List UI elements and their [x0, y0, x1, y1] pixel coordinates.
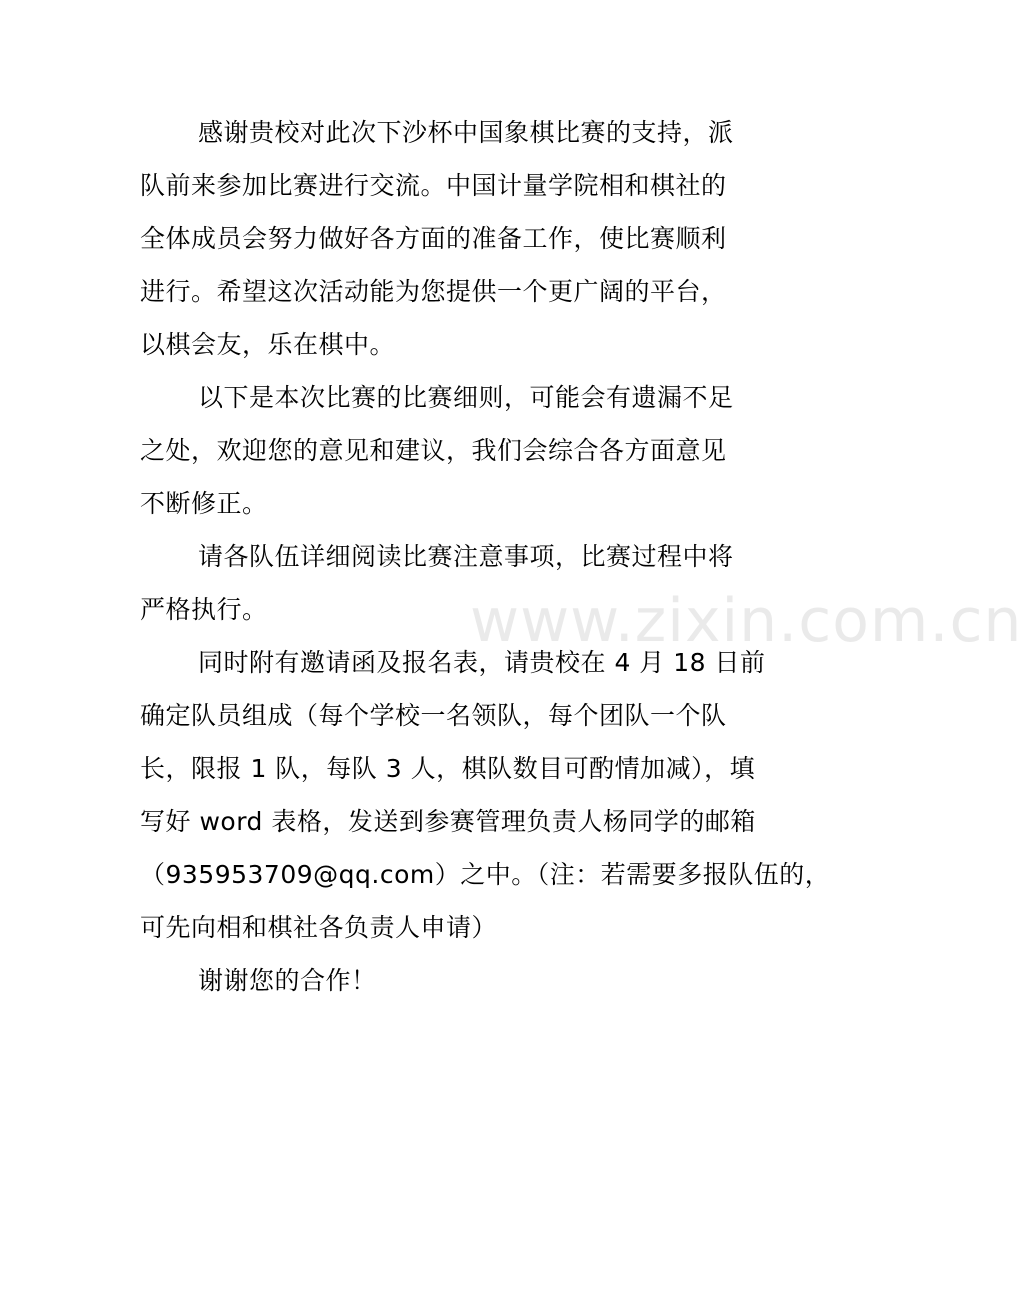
text-line: 以下是本次比赛的比赛细则，可能会有遗漏不足 — [198, 383, 734, 412]
text-line: 不断修正。 — [140, 489, 268, 518]
text-line: 可先向相和棋社各负责人申请） — [140, 913, 498, 942]
text-line: 进行。希望这次活动能为您提供一个更广阔的平台， — [140, 277, 727, 306]
text-line: （935953709@qq.com）之中。（注：若需要多报队伍的， — [140, 860, 831, 889]
paragraph-closing — [140, 954, 785, 1007]
text-line: 全体成员会努力做好各方面的准备工作，使比赛顺利 — [140, 224, 727, 253]
paragraph-registration — [140, 636, 831, 954]
text-line: 长，限报 1 队，每队 3 人，棋队数目可酌情加减），填 — [140, 754, 756, 783]
text-line: 请各队伍详细阅读比赛注意事项，比赛过程中将 — [198, 542, 734, 571]
text-line: 队前来参加比赛进行交流。中国计量学院相和棋社的 — [140, 171, 727, 200]
paragraph-rules-intro — [140, 371, 785, 530]
watermark: www.zixin.com.cn — [470, 586, 1022, 656]
text-line: 同时附有邀请函及报名表，请贵校在 4 月 18 日前 — [198, 648, 766, 677]
paragraph-thanks — [140, 106, 785, 371]
text-line: 严格执行。 — [140, 595, 268, 624]
text-line: 之处，欢迎您的意见和建议，我们会综合各方面意见 — [140, 436, 727, 465]
text-line: 写好 word 表格，发送到参赛管理负责人杨同学的邮箱 — [140, 807, 756, 836]
paragraph-notice — [140, 530, 785, 636]
letter-body — [140, 106, 831, 1007]
text-line: 感谢贵校对此次下沙杯中国象棋比赛的支持，派 — [198, 118, 734, 147]
text-line: 以棋会友，乐在棋中。 — [140, 330, 396, 359]
text-line: 谢谢您的合作！ — [198, 966, 377, 995]
text-line: 确定队员组成（每个学校一名领队，每个团队一个队 — [140, 701, 727, 730]
